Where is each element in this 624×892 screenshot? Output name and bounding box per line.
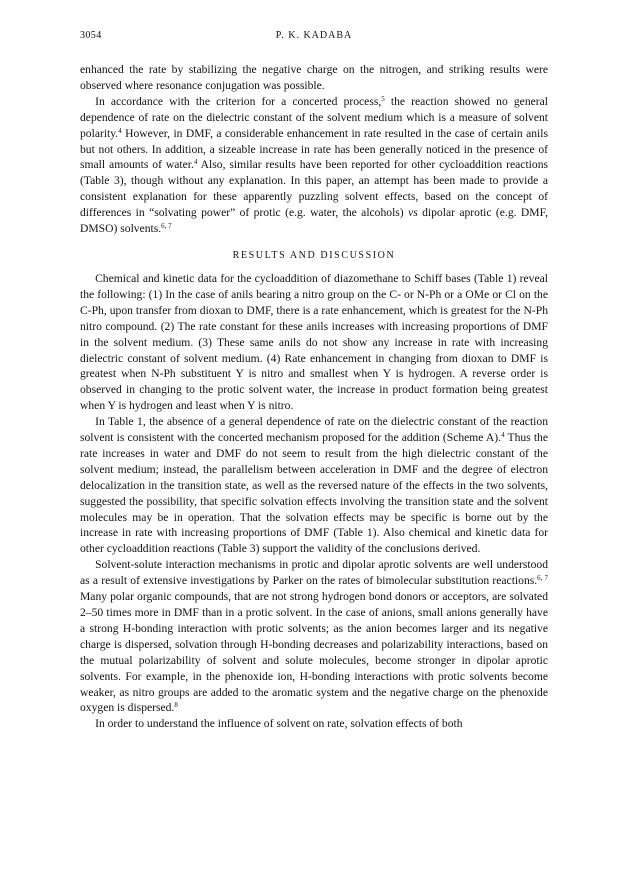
citation: 4 — [118, 126, 122, 135]
citation: 8 — [174, 701, 178, 710]
results-paragraph-4: In order to understand the influence of solvent on rate, solvation effects of both — [95, 717, 463, 731]
intro-paragraph — [80, 94, 548, 237]
citation: 4 — [193, 158, 198, 167]
results-paragraph-3 — [80, 557, 548, 716]
citation: 4 — [501, 431, 505, 440]
citation: 6, 7 — [161, 222, 172, 231]
intro-paragraph-continued: enhanced the rate by stabilizing the negative charge on the nitrogen, and striking results were observed where resonance conjugation was possible. — [80, 63, 548, 92]
page-number: 3054 — [80, 30, 102, 41]
running-head: P. K. KADABA — [275, 30, 353, 41]
text-run: However, in DMF, a considerable enhancement in rate resulted in the case of certain anils but not others. In addition, a sizeable increase in rate has been generally noticed in the presence of small amounts of water. — [80, 126, 548, 172]
article-body — [80, 62, 548, 732]
citation: 5 — [381, 94, 385, 103]
text-run: Solvent-solute interaction mechanisms in protic and dipolar aprotic solvents are well understood as a result of extensive investigations by Parker on the rates of bimolecular substitution reactions. — [80, 558, 548, 588]
text-run: Also, similar results have been reported for other cycloaddition reactions (Table 3), though without any explanation. In this paper, an attempt has been made to provide a consistent explanation for these apparently puzzling solvent effects, based on the concept of differences in “solvating power” of protic (e.g. water, the alcohols) — [80, 158, 548, 220]
text-run: Thus the rate increases in water and DMF do not seem to result from the high dielectric constant of the solvent medium; instead, the parallelism between acceleration in DMF and the degree of electron delocalization in the transition state, as well as the reversed nature of the effects in the two solvents, suggested the possibility, that specific solvation effects involving the transition state and the solvent molecules may be in operation. That the solvation effects may be specific is borne out by the increase in rate with increasing proportions of DMF (Table 1). Also chemical and kinetic data for other cycloaddition reactions (Table 3) support the validity of the conclusions derived. — [80, 431, 548, 556]
text-run: the reaction showed no general dependence of rate on the dielectric constant of the solvent medium which is a measure of solvent polarity. — [80, 94, 548, 140]
text-run: In accordance with the criterion for a concerted process, — [95, 94, 382, 108]
citation: 6, 7 — [537, 574, 548, 583]
section-heading: RESULTS AND DISCUSSION — [232, 249, 396, 261]
text-run: dipolar aprotic (e.g. DMF, DMSO) solvents. — [80, 206, 548, 236]
results-paragraph-2 — [80, 414, 548, 557]
text-run: In Table 1, the absence of a general dependence of rate on the dielectric constant of the reaction solvent is consistent with the concerted mechanism proposed for the addition (Scheme A). — [80, 415, 548, 445]
text-run: Many polar organic compounds, that are not strong hydrogen bond donors or acceptors, are solvated 2–50 times more in DMF than in a protic solvent. In the case of anions, small anions generally have a strong H-bonding interaction with protic solvents; as the anion becomes larger and its negative charge is dispersed, solvation through H-bonding decreases and polarizability interactions, based on the mutual polarizability of solvent and solute molecules, become stronger in dipolar aprotic solvents. For example, in the phenoxide ion, H-bonding interactions with protic solvents become weaker, as nitro groups are added to the aromatic system and the negative charge on the phenoxide oxygen is dispersed. — [80, 590, 548, 715]
results-paragraph-1: Chemical and kinetic data for the cycloaddition of diazomethane to Schiff bases (Table 1) reveal the following: (1) In the case of anils bearing a nitro group on the C- or N-Ph or a OMe or Cl on the C-Ph, upon transfer from dioxan to DMF, there is a rate enhancement, which is greatest for the N-Ph nitro compound. (2) The rate constant for these anils increases with increasing proportions of DMF in the solvent medium. (3) These same anils do not show any increase in rate with increasing dielectric constant of solvent medium. (4) Rate enhancement in changing from dioxan to DMF is greatest when N-Ph substituent Y is nitro and smallest when Y is hydrogen. A reverse order is observed in changing to the protic solvent water, the increase in product formation being greatest when Y is hydrogen and least when Y is nitro. — [80, 271, 548, 413]
page-header — [80, 30, 548, 46]
text-run-italic: vs — [408, 206, 418, 220]
